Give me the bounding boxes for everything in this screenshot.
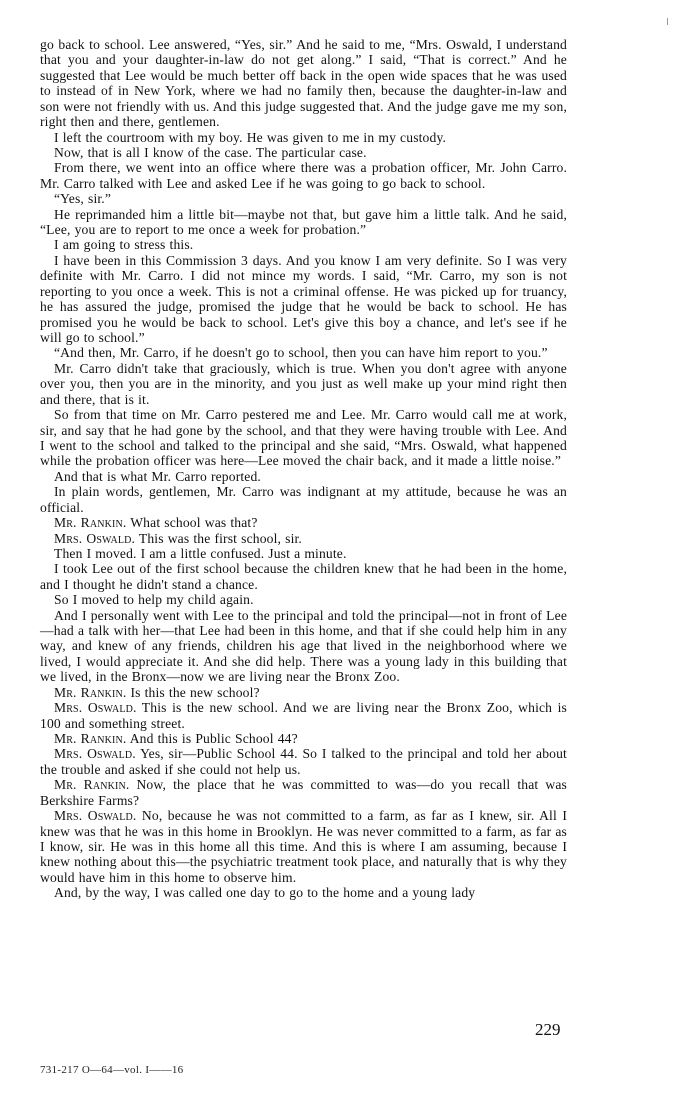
paragraph (40, 253, 567, 346)
paragraph-text: So I moved to help my child again. (54, 592, 254, 608)
paragraph-text: Yes, sir—Public School 44. So I talked to the principal and told her about the trouble and asked if she could not help us. (40, 746, 567, 777)
paragraph (40, 207, 567, 238)
paragraph-text: So from that time on Mr. Carro pestered me and Lee. Mr. Carro would call me at work, sir, and say that he had gone by the school, and that they were having trouble with Lee. And I went to the school and talked to the principal and she said, “Mrs. Oswald, what happened while the probation officer was here—Lee moved the chair back, and it made a little noise.” (40, 407, 567, 469)
paragraph-text: In plain words, gentlemen, Mr. Carro was indignant at my attitude, because he was an official. (40, 484, 567, 515)
paragraph-text: And that is what Mr. Carro reported. (54, 468, 261, 484)
scan-mark (667, 18, 668, 25)
paragraph (40, 407, 567, 469)
paragraph (40, 237, 567, 252)
paragraph (40, 191, 567, 206)
paragraph-text: “And then, Mr. Carro, if he doesn't go to school, then you can have him report to you.” (54, 345, 548, 361)
paragraph-text: go back to school. Lee answered, “Yes, sir.” And he said to me, “Mrs. Oswald, I understand that you and your daughter-in-law do not get along.” I said, “That is correct.” And he suggested that Lee would be much better off back in the open wide spaces that he was used to instead of in New York, where we had no family then, because the daughter-in-law and son were not friendly with us. And this judge suggested that. And the judge gave me my son, right then and there, gentlemen. (40, 37, 567, 130)
paragraph (40, 592, 567, 607)
paragraph-text: Now, that is all I know of the case. The particular case. (54, 144, 367, 160)
paragraph (40, 777, 567, 808)
paragraph (40, 685, 567, 700)
paragraph-text: “Yes, sir.” (54, 191, 112, 207)
speaker-name: Mr. Rankin. (54, 515, 127, 531)
paragraph (40, 160, 567, 191)
paragraph-text: This is the new school. And we are living near the Bronx Zoo, which is 100 and something street. (40, 700, 567, 731)
page-number: 229 (535, 1020, 561, 1039)
paragraph (40, 885, 567, 900)
paragraph (40, 546, 567, 561)
paragraph-text: No, because he was not committed to a farm, as far as I knew, sir. All I knew was that he was in this home in Brooklyn. He was never committed to a farm, as far as I know, sir. He was in this home all this time. And this is where I am assuming, because I knew nothing about this—the psychiatric treatment took place, and naturally that is why they would have him in this home to observe him. (40, 808, 567, 885)
paragraph-text: I left the courtroom with my boy. He was given to me in my custody. (54, 129, 447, 145)
speaker-name: Mr. Rankin. (54, 777, 130, 793)
paragraph-text: And this is Public School 44? (129, 730, 298, 746)
speaker-name: Mrs. Oswald. (54, 746, 136, 762)
paragraph (40, 37, 567, 130)
paragraph (40, 361, 567, 407)
speaker-name: Mrs. Oswald. (54, 808, 137, 824)
paragraph-text: Is this the new school? (130, 684, 260, 700)
paragraph (40, 145, 567, 160)
paragraph-text: I am going to stress this. (54, 237, 194, 253)
paragraph (40, 345, 567, 360)
speaker-name: Mr. Rankin. (54, 730, 127, 746)
paragraph-text: This was the first school, sir. (138, 530, 302, 546)
paragraph (40, 130, 567, 145)
paragraph-text: He reprimanded him a little bit—maybe not that, but gave him a little talk. And he said, “Lee, you are to report to me once a week for probation.” (40, 206, 567, 238)
paragraph (40, 484, 567, 515)
paragraph (40, 469, 567, 484)
paragraph (40, 700, 567, 731)
paragraph (40, 515, 567, 530)
paragraph (40, 731, 567, 746)
speaker-name: Mrs. Oswald. (54, 530, 136, 546)
paragraph (40, 608, 567, 685)
paragraph-text: And I personally went with Lee to the principal and told the principal—not in front of Lee—had a talk with her—that Lee had been in this home, and that if she could help him in any way, and knew of any friends, children his age that lived in the neighborhood where we lived, I would appreciate it. And she did help. There was a young lady in this building that we lived, in the Bronx—now we are living near the Bronx Zoo. (40, 607, 567, 685)
paragraph-text: Now, the place that he was committed to was—do you recall that was Berkshire Farms? (40, 777, 567, 808)
paragraph (40, 808, 567, 885)
speaker-name: Mrs. Oswald. (54, 700, 137, 716)
paragraph-text: I have been in this Commission 3 days. And you know I am very definite. So I was very definite with Mr. Carro. I did not mince my words. I said, “Mr. Carro, my son is not reporting to you once a week. This is not a criminal offense. He was picked up for truancy, he has assured the judge, promised the judge that he would be back to school. He has promised you he would be back to school. Let's give this boy a chance, and let's see if he will go to school.” (40, 252, 567, 346)
paragraph-text: From there, we went into an office where there was a probation officer, Mr. John Carro. Mr. Carro talked with Lee and asked Lee if he was going to go back to school. (40, 160, 567, 191)
document-body (40, 37, 567, 901)
paragraph-text: Then I moved. I am a little confused. Just a minute. (54, 545, 347, 561)
speaker-name: Mr. Rankin. (54, 684, 127, 700)
paragraph (40, 561, 567, 592)
paragraph-text: Mr. Carro didn't take that graciously, which is true. When you don't agree with anyone over you, then you are in the minority, and you just as well make up your mind right then and there, that is it. (40, 360, 567, 407)
print-footer: 731-217 O—64—vol. I——16 (40, 1064, 184, 1076)
paragraph-text: I took Lee out of the first school because the children knew that he had been in the home, and I thought he didn't stand a chance. (40, 561, 567, 592)
paragraph (40, 531, 567, 546)
paragraph (40, 746, 567, 777)
paragraph-text: What school was that? (130, 515, 258, 531)
paragraph-text: And, by the way, I was called one day to go to the home and a young lady (54, 885, 476, 901)
